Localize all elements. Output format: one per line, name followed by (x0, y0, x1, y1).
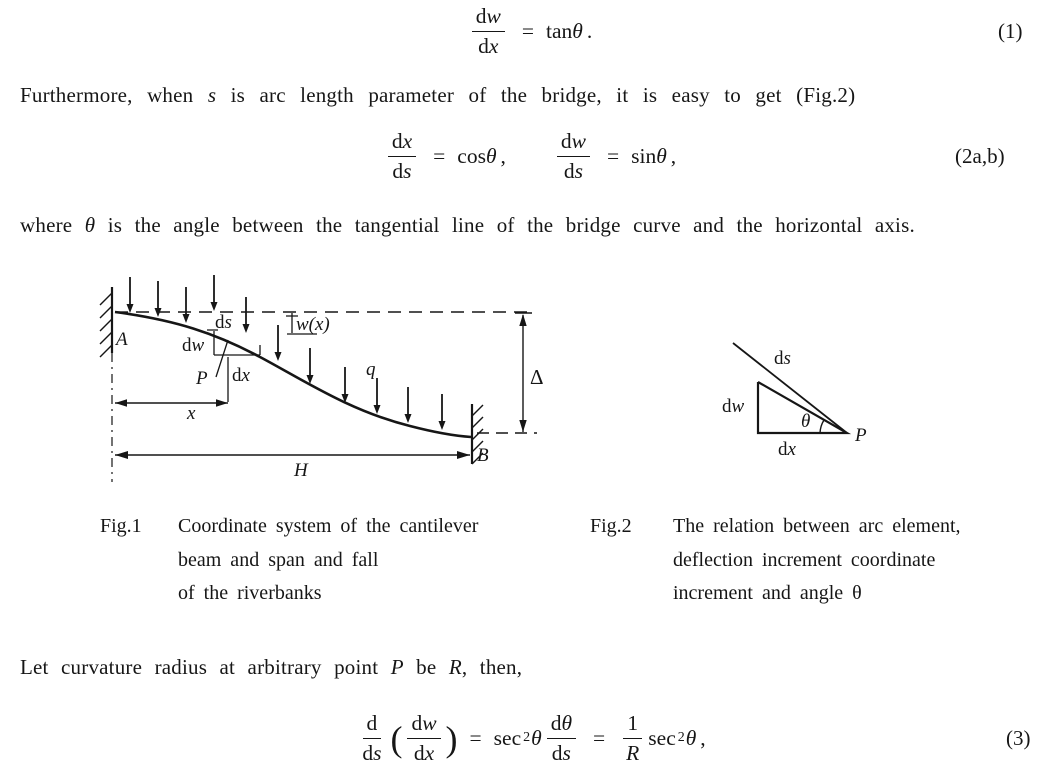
fig2-label-P: P (855, 425, 867, 446)
fraction-dw-ds: $\frac{dw}{ds}$ (557, 130, 590, 182)
fig1-x-dimension (115, 399, 228, 407)
fraction-d-ds: $\frac{d}{ds}$ (362, 710, 382, 765)
fig1-label-dx: dx (232, 365, 250, 386)
fig2-label-theta: θ (801, 411, 811, 432)
fig1-delta-dimension (477, 313, 537, 433)
equation-3-number: (3) (1006, 725, 1031, 750)
equation-1-number: (1) (998, 18, 1023, 43)
fig1-left-support (100, 287, 112, 357)
fig1-label-P: P (196, 368, 208, 389)
fig1-load-arrows (127, 275, 446, 430)
figure-2-caption-text: The relation between arc element, deflection increment coordinate increment and angle θ (673, 515, 961, 604)
fraction-dw-dx-2: $\frac{dw}{dx}$ (407, 712, 440, 764)
fig2-label-ds: ds (774, 348, 791, 369)
paragraph-theta-definition: where θ is the angle between the tangential line of the bridge curve and the horizontal axis. (20, 213, 915, 237)
figure-2-arc-element-triangle (700, 300, 1020, 475)
fig2-label-dw: dw (722, 396, 745, 417)
figure-2-caption-label: Fig.2 (590, 515, 632, 537)
fraction-dw-dx: $\frac{dw}{dx}$ (472, 5, 505, 57)
fig1-label-H: H (294, 460, 308, 481)
equation-1 (0, 0, 1059, 62)
fig1-label-q: q (366, 359, 376, 380)
fig2-theta-arc (820, 420, 824, 433)
equation-3 (0, 702, 1059, 774)
figure-1-caption-text: Coordinate system of the cantilever beam and span and fall of the riverbanks (178, 515, 479, 604)
paragraph-arc-length: Furthermore, when s is arc length parameter of the bridge, it is easy to get (Fig.2) (20, 83, 856, 107)
fig1-label-ds: ds (215, 312, 232, 333)
fig1-label-A: A (116, 329, 128, 350)
paragraph-curvature-radius: Let curvature radius at arbitrary point P be R, then, (20, 655, 523, 679)
fig1-label-x: x (187, 403, 196, 424)
equation-2-body: $\frac{dx}{ds}$ = cos θ , $\frac{dw}{ds}$ = sin θ , (383, 130, 676, 182)
figure-1-caption-label: Fig.1 (100, 515, 142, 537)
fig1-label-B: B (477, 445, 489, 466)
fraction-1-R: $\frac{1}{R}$ (622, 712, 643, 764)
equation-3-body: $\frac{d}{ds}$ ( $\frac{dw}{dx}$ ) = sec 2 θ $\frac{d\theta}{ds}$ = $\frac{1}{R}$ sec 2 θ , (353, 712, 705, 764)
fig1-label-dw: dw (182, 335, 205, 356)
equation-2-number: (2a,b) (955, 143, 1005, 168)
figure-1-cantilever-beam-diagram (60, 245, 605, 495)
equation-2 (0, 124, 1059, 188)
fig1-bridge-curve (115, 312, 471, 437)
figure-1-caption (100, 510, 478, 611)
equation-1-body: $\frac{dw}{dx}$ = tan θ . (467, 5, 592, 57)
fig1-H-dimension (115, 451, 470, 459)
figure-2-caption (590, 510, 961, 611)
fig1-label-delta: Δ (530, 365, 544, 389)
fraction-dtheta-ds: $\frac{d\theta}{ds}$ (547, 712, 576, 764)
fig1-label-wx: w(x) (296, 314, 330, 335)
fig2-label-dx: dx (778, 439, 796, 460)
fraction-dx-ds: $\frac{dx}{ds}$ (388, 130, 416, 182)
